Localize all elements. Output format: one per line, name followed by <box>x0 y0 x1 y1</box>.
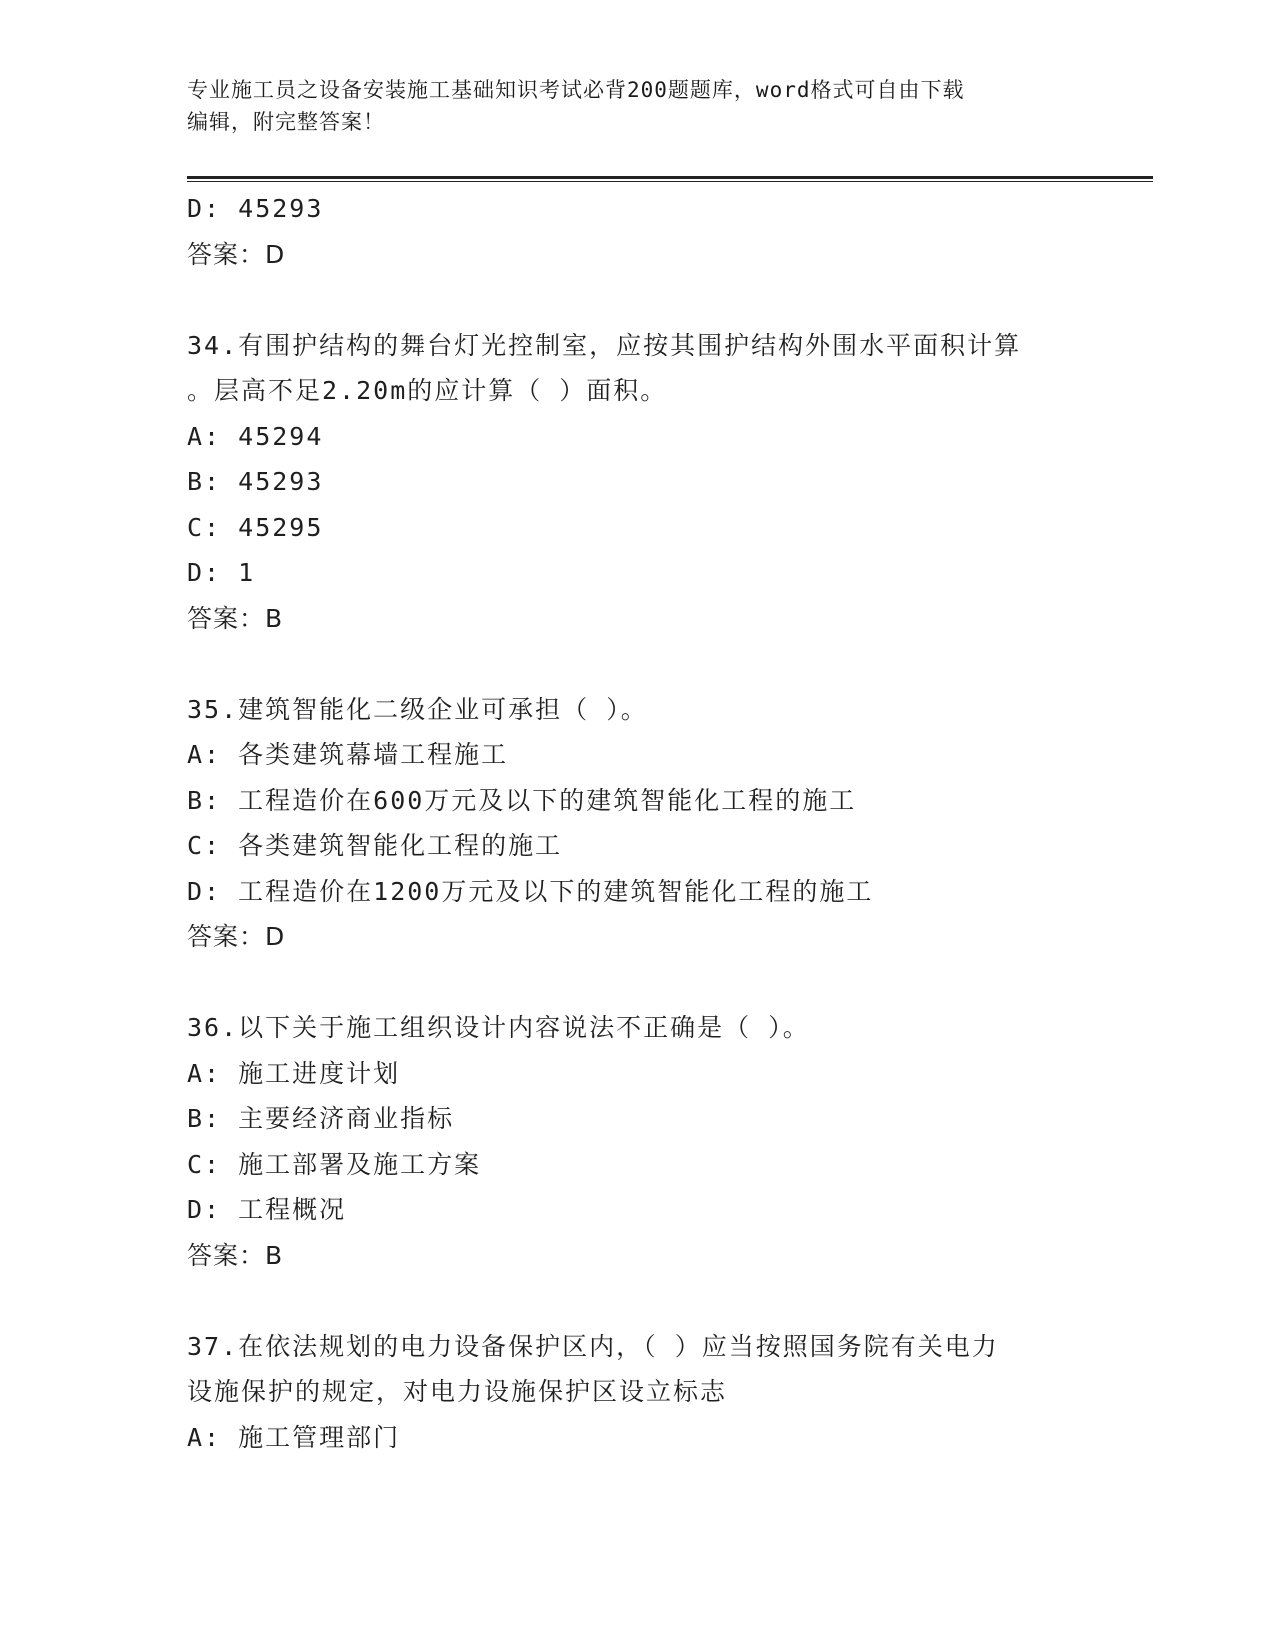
option-a: A: 45294 <box>187 421 324 451</box>
option-c: C: 各类建筑智能化工程的施工 <box>187 831 563 860</box>
header-divider-thin <box>187 181 1153 182</box>
option-b: B: 主要经济商业指标 <box>187 1104 455 1133</box>
option-a: A: 各类建筑幕墙工程施工 <box>187 740 509 769</box>
option-b: B: 工程造价在600万元及以下的建筑智能化工程的施工 <box>187 785 857 815</box>
answer-line: 答案：D <box>187 239 286 269</box>
question-34 <box>187 323 1137 642</box>
answer-line: 答案：B <box>187 1240 284 1270</box>
question-stem-continued: 设施保护的规定，对电力设施保护区设立标志 <box>187 1377 728 1406</box>
previous-question-tail <box>187 186 1137 277</box>
header-line-1: 专业施工员之设备安装施工基础知识考试必背200题题库，word格式可自由下载 <box>187 78 965 102</box>
option-a: A: 施工管理部门 <box>187 1422 401 1452</box>
question-35 <box>187 687 1137 960</box>
answer-line: 答案：B <box>187 603 284 633</box>
option-d: D: 1 <box>187 558 256 587</box>
spacer <box>187 277 1137 323</box>
option-d: D: 45293 <box>187 194 324 223</box>
option-d: D: 工程造价在1200万元及以下的建筑智能化工程的施工 <box>187 876 874 906</box>
question-stem-continued: 。层高不足2.20m的应计算（ ）面积。 <box>187 376 668 405</box>
question-37 <box>187 1324 1137 1461</box>
spacer <box>187 1278 1137 1324</box>
question-stem: 35.建筑智能化二级企业可承担（ ）。 <box>187 694 648 724</box>
document-body <box>187 186 1137 1460</box>
option-b: B: 45293 <box>187 467 324 496</box>
option-a: A: 施工进度计划 <box>187 1058 401 1088</box>
question-stem: 37.在依法规划的电力设备保护区内，（ ）应当按照国务院有关电力 <box>187 1331 999 1361</box>
answer-line: 答案：D <box>187 922 286 951</box>
option-c: C: 45295 <box>187 512 324 542</box>
spacer <box>187 960 1137 1006</box>
header-line-2: 编辑，附完整答案！ <box>187 110 385 134</box>
option-c: C: 施工部署及施工方案 <box>187 1149 482 1179</box>
option-d: D: 工程概况 <box>187 1195 347 1224</box>
document-header <box>187 74 1087 138</box>
question-36 <box>187 1005 1137 1278</box>
header-divider-thick <box>187 176 1153 179</box>
question-stem: 36.以下关于施工组织设计内容说法不正确是（ ）。 <box>187 1013 810 1042</box>
spacer <box>187 641 1137 687</box>
question-stem: 34.有围护结构的舞台灯光控制室，应按其围护结构外围水平面积计算 <box>187 330 1022 360</box>
